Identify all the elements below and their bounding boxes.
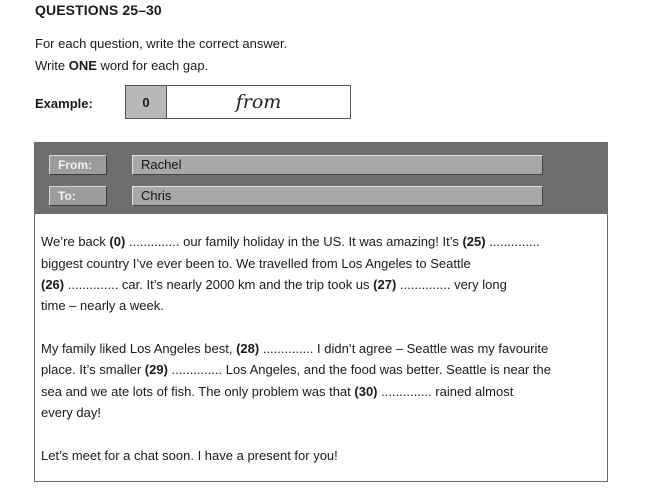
questions-heading: QUESTIONS 25–30 — [35, 2, 162, 18]
email-body-line — [41, 256, 471, 271]
example-label: Example: — [35, 96, 93, 111]
example-answer: from — [235, 91, 282, 113]
email-body-line — [41, 341, 548, 356]
text-segment: .............. rained almost — [377, 384, 514, 399]
example-answer-box — [125, 85, 351, 119]
instruction-line-2 — [35, 57, 208, 74]
text-segment: .............. our family holiday in the US. It was amazing! It’s — [125, 234, 463, 249]
to-field: Chris — [132, 186, 543, 206]
email-body-line — [41, 277, 507, 292]
gap-number: (29) — [144, 362, 168, 377]
gap-number: (25) — [462, 234, 486, 249]
gap-number: (27) — [373, 277, 397, 292]
email-closing: Let’s meet for a chat soon. I have a present for you! — [41, 448, 338, 463]
email-body-line — [41, 298, 164, 313]
text-segment: .............. — [485, 234, 540, 249]
text-segment: We’re back — [41, 234, 110, 249]
text-segment: every day! — [41, 405, 101, 420]
text-segment: .............. Los Angeles, and the food was better. Seattle is near the — [167, 362, 551, 377]
gap-number: (30) — [354, 384, 378, 399]
from-field: Rachel — [132, 155, 543, 175]
to-label: To: — [49, 186, 107, 206]
example-number: 0 — [126, 86, 167, 118]
text-segment: My family liked Los Angeles best, — [41, 341, 237, 356]
text-segment: time – nearly a week. — [41, 298, 164, 313]
gap-number: (26) — [41, 277, 65, 292]
instruction-text: word for each gap. — [96, 58, 209, 73]
email-body-line — [41, 362, 551, 377]
text-segment: .............. car. It’s nearly 2000 km and the trip took us — [64, 277, 374, 292]
gap-number: (0) — [109, 234, 126, 249]
email-body-line — [41, 384, 513, 399]
gap-number: (28) — [236, 341, 260, 356]
email-body-line — [41, 234, 540, 249]
instruction-text: Write — [35, 58, 69, 73]
email-body-line — [41, 405, 101, 420]
email-header — [35, 143, 607, 214]
from-label: From: — [49, 155, 107, 175]
text-segment: .............. very long — [396, 277, 507, 292]
text-segment: .............. I didn’t agree – Seattle was my favourite — [259, 341, 549, 356]
text-segment: place. It’s smaller — [41, 362, 145, 377]
text-segment: biggest country I’ve ever been to. We travelled from Los Angeles to Seattle — [41, 256, 471, 271]
text-segment: sea and we ate lots of fish. The only problem was that — [41, 384, 355, 399]
instruction-emphasis: ONE — [68, 58, 97, 73]
instruction-line-1: For each question, write the correct answer. — [35, 36, 288, 51]
